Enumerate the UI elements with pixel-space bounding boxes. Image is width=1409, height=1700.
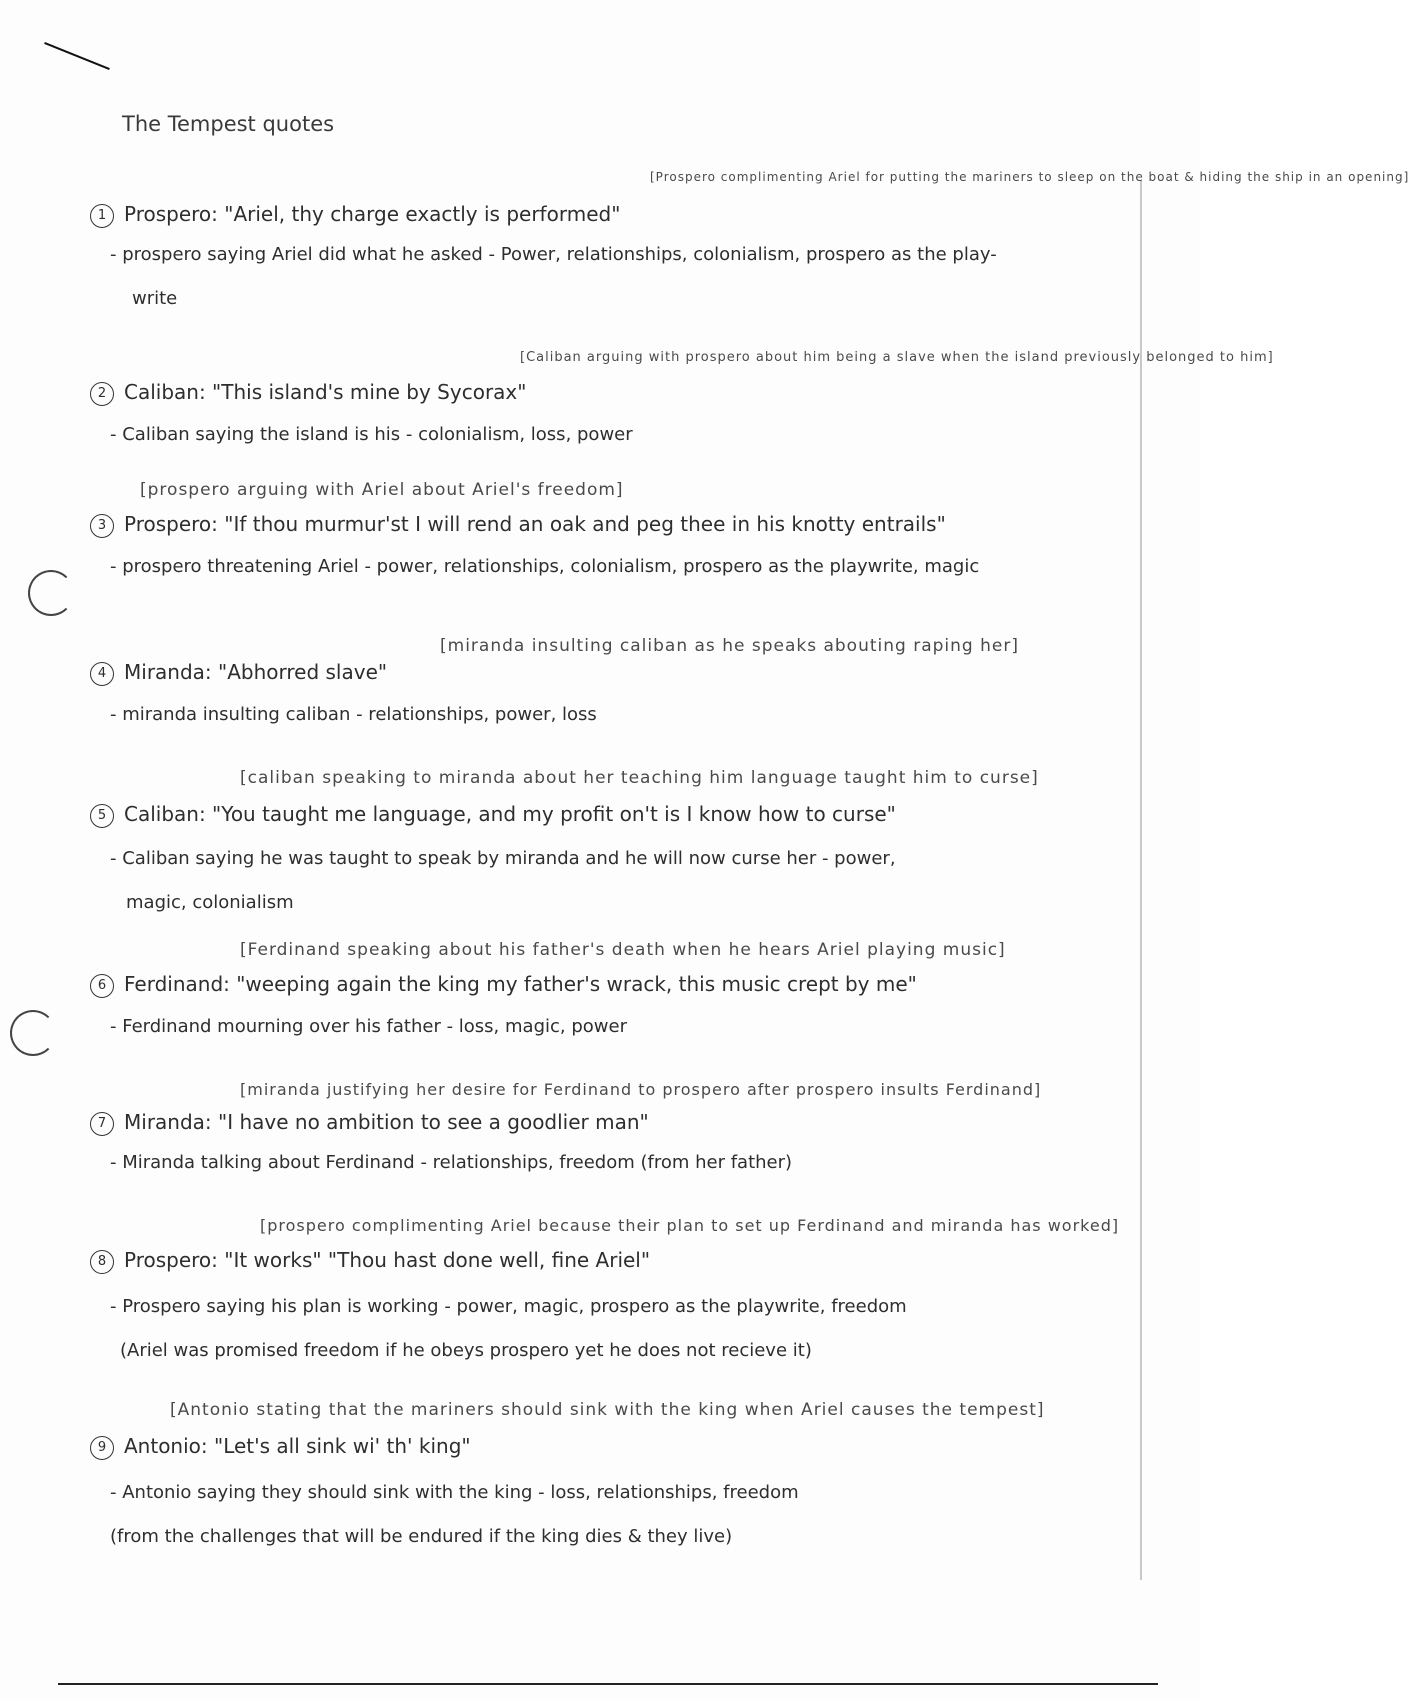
quote-context: [miranda justifying her desire for Ferdinand to prospero after prospero insults Ferdinand] bbox=[240, 1080, 1042, 1099]
quote-number: 1 bbox=[90, 204, 114, 228]
quote-context: [Prospero complimenting Ariel for putting the mariners to sleep on the boat & hiding the ship in an opening] bbox=[650, 170, 1409, 184]
page-margin-line bbox=[1140, 180, 1142, 1580]
quote-analysis: - Miranda talking about Ferdinand - relationships, freedom (from her father) bbox=[110, 1152, 793, 1173]
quote-number: 4 bbox=[90, 662, 114, 686]
quote-number: 2 bbox=[90, 382, 114, 406]
quote-analysis-cont: (from the challenges that will be endured if the king dies & they live) bbox=[110, 1526, 733, 1547]
quote-text bbox=[90, 1248, 650, 1274]
quote-text bbox=[90, 972, 917, 998]
punch-hole-top bbox=[28, 570, 74, 616]
quote-line: Caliban: "You taught me language, and my profit on't is I know how to curse" bbox=[124, 802, 896, 826]
quote-context: [caliban speaking to miranda about her teaching him language taught him to curse] bbox=[240, 768, 1039, 788]
quote-text bbox=[90, 380, 526, 406]
quote-text bbox=[90, 202, 620, 228]
quote-number: 9 bbox=[90, 1436, 114, 1460]
quote-number: 6 bbox=[90, 974, 114, 998]
quote-line: Prospero: "It works" "Thou hast done well, fine Ariel" bbox=[124, 1248, 651, 1272]
quote-context: [Ferdinand speaking about his father's death when he hears Ariel playing music] bbox=[240, 940, 1006, 960]
quote-context: [Caliban arguing with prospero about him being a slave when the island previously belonged to him] bbox=[520, 350, 1274, 365]
quote-analysis: - Caliban saying the island is his - colonialism, loss, power bbox=[110, 424, 633, 445]
quote-analysis: - prospero threatening Ariel - power, relationships, colonialism, prospero as the playwrite, magic bbox=[110, 556, 980, 577]
quote-number: 8 bbox=[90, 1250, 114, 1274]
quote-line: Prospero: "If thou murmur'st I will rend an oak and peg thee in his knotty entrails" bbox=[124, 512, 946, 536]
quote-line: Miranda: "I have no ambition to see a goodlier man" bbox=[124, 1110, 649, 1134]
quote-analysis-cont: (Ariel was promised freedom if he obeys prospero yet he does not recieve it) bbox=[120, 1340, 812, 1361]
quote-number: 7 bbox=[90, 1112, 114, 1136]
quote-text bbox=[90, 1110, 649, 1136]
quote-line: Ferdinand: "weeping again the king my father's wrack, this music crept by me" bbox=[124, 972, 917, 996]
quote-context: [miranda insulting caliban as he speaks abouting raping her] bbox=[440, 636, 1019, 656]
quote-context: [Antonio stating that the mariners should sink with the king when Ariel causes the tempest] bbox=[170, 1400, 1045, 1420]
quote-number: 5 bbox=[90, 804, 114, 828]
quote-analysis: - Antonio saying they should sink with the king - loss, relationships, freedom bbox=[110, 1482, 799, 1503]
quote-line: Miranda: "Abhorred slave" bbox=[124, 660, 388, 684]
quote-line: Caliban: "This island's mine by Sycorax" bbox=[124, 380, 527, 404]
quote-analysis: - prospero saying Ariel did what he asked - Power, relationships, colonialism, prospero as the play- bbox=[110, 244, 997, 265]
quote-analysis: - Caliban saying he was taught to speak by miranda and he will now curse her - power, bbox=[110, 848, 896, 869]
quote-number: 3 bbox=[90, 514, 114, 538]
quote-analysis: - Prospero saying his plan is working - power, magic, prospero as the playwrite, freedom bbox=[110, 1296, 907, 1317]
quote-text bbox=[90, 660, 387, 686]
quote-analysis: - miranda insulting caliban - relationships, power, loss bbox=[110, 704, 597, 725]
quote-context: [prospero arguing with Ariel about Ariel's freedom] bbox=[140, 480, 624, 500]
quote-line: Antonio: "Let's all sink wi' th' king" bbox=[124, 1434, 471, 1458]
quote-analysis: - Ferdinand mourning over his father - loss, magic, power bbox=[110, 1016, 627, 1037]
quote-text bbox=[90, 802, 896, 828]
punch-hole-bottom bbox=[10, 1010, 56, 1056]
page-title: The Tempest quotes bbox=[122, 112, 335, 136]
quote-text bbox=[90, 512, 946, 538]
quote-line: Prospero: "Ariel, thy charge exactly is performed" bbox=[124, 202, 621, 226]
quote-context: [prospero complimenting Ariel because their plan to set up Ferdinand and miranda has worked] bbox=[260, 1216, 1120, 1235]
quote-text bbox=[90, 1434, 471, 1460]
bottom-rule bbox=[58, 1683, 1158, 1685]
quote-analysis-cont: magic, colonialism bbox=[126, 892, 294, 913]
quote-analysis-cont: write bbox=[132, 288, 178, 309]
pen-stroke-mark bbox=[44, 42, 110, 70]
